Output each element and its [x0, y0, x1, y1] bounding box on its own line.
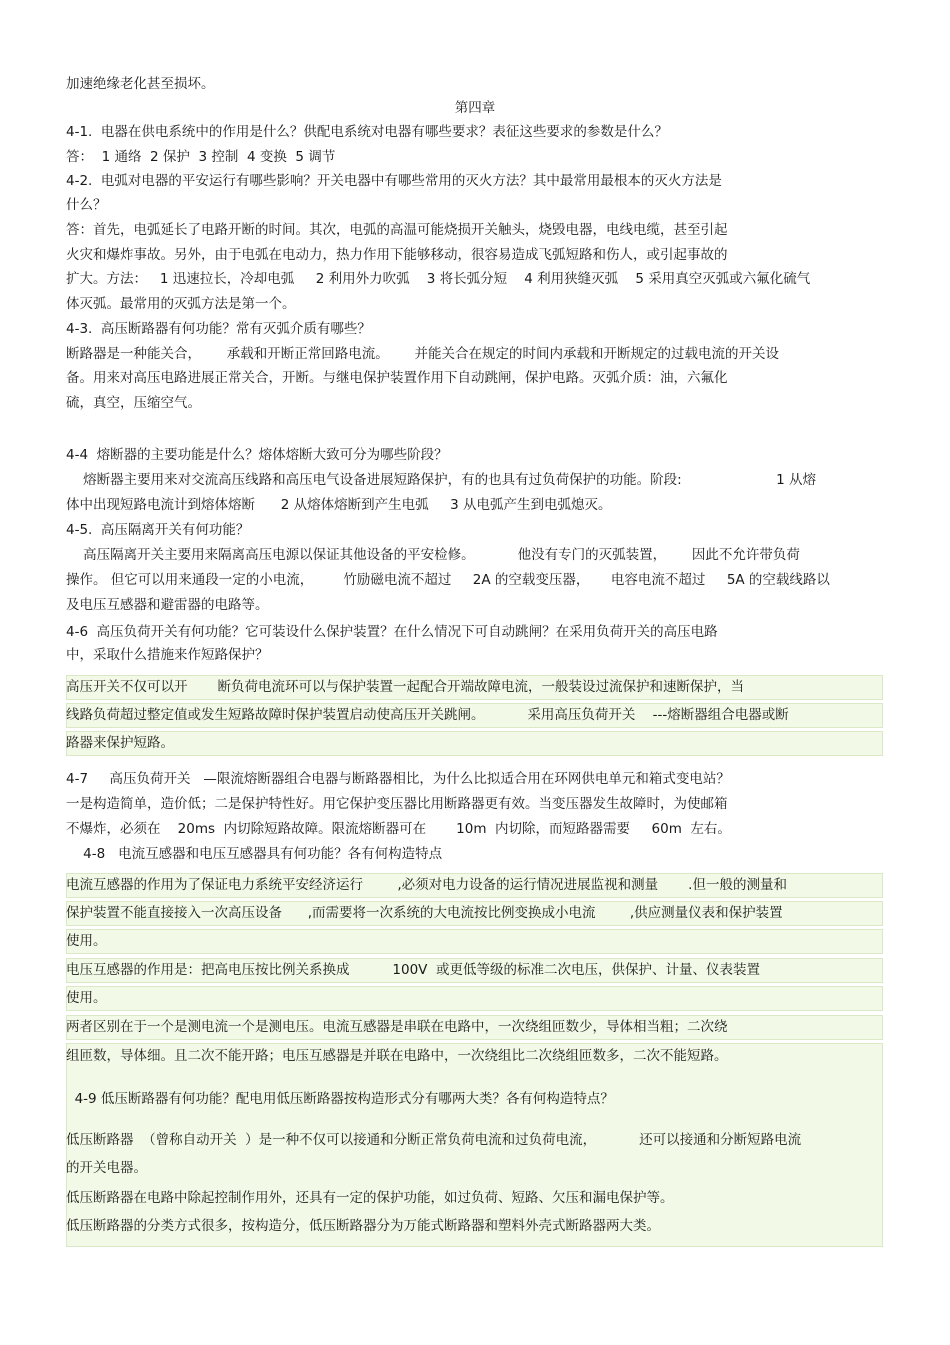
text-line: 线路负荷超过整定值或发生短路故障时保护装置启动使高压开关跳闸。 采用高压负荷开关 ---熔断器组合电器或断	[66, 707, 789, 723]
answer-line: 答：首先，电弧延长了电路开断的时间。其次，电弧的高温可能烧损开关触头，烧毁电器，电线电缆，甚至引起	[66, 222, 728, 238]
question-4-5: 4-5. 高压隔离开关有何功能？	[66, 522, 250, 538]
text-line: 低压断路器 （曾称自动开关 ）是一种不仅可以接通和分断正常负荷电流和过负荷电流， 还可以接通和分断短路电流	[66, 1132, 802, 1148]
text-line: 加速绝缘老化甚至损坏。	[66, 76, 215, 92]
question-4-6: 4-6 高压负荷开关有何功能？它可装设什么保护装置？在什么情况下可自动跳闸？在采用负荷开关的高压电路	[66, 624, 718, 640]
text-line: 中，采取什么措施来作短路保护？	[66, 647, 269, 663]
question-4-7: 4-7 高压负荷开关 —限流熔断器组合电器与断路器相比，为什么比拟适合用在环网供电单元和箱式变电站？	[66, 771, 730, 787]
question-4-2: 4-2. 电弧对电器的平安运行有哪些影响？开关电器中有哪些常用的灭火方法？其中最常用最根本的灭火方法是	[66, 173, 722, 189]
text-line: 高压隔离开关主要用来隔离高压电源以保证其他设备的平安检修。 他没有专门的灭弧装置， 因此不允许带负荷	[66, 547, 800, 563]
text-line: 火灾和爆炸事故。另外，由于电弧在电动力，热力作用下能够移动，很容易造成飞弧短路和伤人，或引起事故的	[66, 247, 728, 263]
chapter-heading: 第四章	[454, 100, 496, 116]
text-line: 电压互感器的作用是：把高电压按比例关系换成 100V 或更低等级的标准二次电压，供保护、计量、仪表装置	[66, 962, 760, 978]
text-line: 低压断路器的分类方式很多，按构造分，低压断路器分为万能式断路器和塑料外壳式断路器两大类。	[66, 1218, 660, 1234]
highlight-band	[66, 731, 883, 756]
text-line: 熔断器主要用来对交流高压线路和高压电气设备进展短路保护，有的也具有过负荷保护的功能。阶段: 1 从熔	[66, 472, 817, 488]
question-4-3: 4-3. 高压断路器有何功能？常有灭弧介质有哪些？	[66, 321, 371, 337]
question-4-8: 4-8 电流互感器和电压互感器具有何功能？各有何构造特点	[66, 846, 443, 862]
text-line: 什么？	[66, 197, 107, 213]
highlight-band	[66, 929, 883, 954]
question-4-1: 4-1. 电器在供电系统中的作用是什么？供配电系统对电器有哪些要求？表征这些要求的参数是什么？	[66, 124, 668, 140]
question-4-4: 4-4 熔断器的主要功能是什么？熔体熔断大致可分为哪些阶段？	[66, 447, 448, 463]
text-line: 组匝数，导体细。且二次不能开路；电压互感器是并联在电路中，一次绕组比二次绕组匝数多，二次不能短路。	[66, 1048, 728, 1064]
text-line: 操作。 但它可以用来通段一定的小电流， 竹励磁电流不超过 2A 的空载变压器， 电容电流不超过 5A 的空载线路以	[66, 572, 830, 588]
text-line: 使用。	[66, 933, 107, 949]
text-line: 硫，真空，压缩空气。	[66, 395, 201, 411]
text-line: 两者区别在于一个是测电流一个是测电压。电流互感器是串联在电路中，一次绕组匝数少，导体相当粗；二次绕	[66, 1019, 728, 1035]
text-line: 断路器是一种能关合， 承载和开断正常回路电流。 并能关合在规定的时间内承载和开断规定的过载电流的开关设	[66, 346, 779, 362]
text-line: 使用。	[66, 990, 107, 1006]
text-line: 备。用来对高压电路进展正常关合，开断。与继电保护装置作用下自动跳闸，保护电路。灭弧介质：油，六氟化	[66, 370, 728, 386]
text-line: 体灭弧。最常用的灭弧方法是第一个。	[66, 296, 296, 312]
text-line: 及电压互感器和避雷器的电路等。	[66, 597, 269, 613]
text-line: 扩大。方法： 1 迅速拉长，冷却电弧 2 利用外力吹弧 3 将长弧分短 4 利用狭缝灭弧 5 采用真空灭弧或六氟化硫气	[66, 271, 811, 287]
highlight-band	[66, 986, 883, 1011]
text-line: 低压断路器在电路中除起控制作用外，还具有一定的保护功能，如过负荷、短路、欠压和漏电保护等。	[66, 1190, 674, 1206]
text-line: 路器来保护短路。	[66, 735, 174, 751]
text-line: 高压开关不仅可以开 断负荷电流环可以与保护装置一起配合开端故障电流，一般装设过流保护和速断保护，当	[66, 679, 745, 695]
text-line: 体中出现短路电流计到熔体熔断 2 从熔体熔断到产生电弧 3 从电弧产生到电弧熄灭。	[66, 497, 612, 513]
text-line: 不爆炸，必须在 20ms 内切除短路故障。限流熔断器可在 10m 内切除，而短路器需要 60m 左右。	[66, 821, 731, 837]
text-line: 电流互感器的作用为了保证电力系统平安经济运行 ,必须对电力设备的运行情况进展监视和测量 .但一般的测量和	[66, 877, 787, 893]
text-line: 一是构造简单，造价低；二是保护特性好。用它保护变压器比用断路器更有效。当变压器发生故障时，为使邮箱	[66, 796, 728, 812]
text-line: 的开关电器。	[66, 1160, 147, 1176]
question-4-9: 4-9 低压断路器有何功能？配电用低压断路器按构造形式分有哪两大类？各有何构造特点？	[66, 1091, 614, 1107]
answer-line: 答： 1 通络 2 保护 3 控制 4 变换 5 调节	[66, 149, 336, 165]
text-line: 保护装置不能直接接入一次高压设备 ,而需要将一次系统的大电流按比例变换成小电流 ,供应测量仪表和保护装置	[66, 905, 783, 921]
